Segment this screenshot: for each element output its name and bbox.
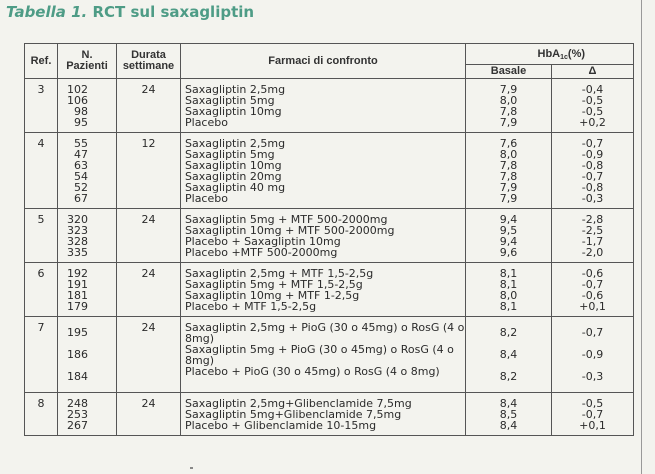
- header-ref: Ref.: [25, 44, 58, 79]
- cell-drug: [181, 263, 466, 317]
- patients-value: 320: [67, 213, 88, 226]
- baseline-value: 7,6: [499, 137, 518, 150]
- baseline-value: 8,1: [499, 300, 518, 313]
- delta-value: -2,8: [581, 213, 604, 226]
- delta-value: -0,3: [581, 370, 604, 383]
- cell-ref: 5: [25, 209, 58, 263]
- baseline-value: 8,2: [499, 370, 518, 383]
- header-patients-line2: Pazienti: [66, 60, 108, 72]
- delta-value: -0,7: [581, 170, 604, 183]
- cell-drug: [181, 317, 466, 393]
- page-edge: [641, 0, 642, 474]
- delta-value: -0,7: [581, 278, 604, 291]
- drug-name: Placebo: [185, 192, 228, 205]
- baseline-value: 7,9: [499, 83, 518, 96]
- delta-value: -0,7: [581, 408, 604, 421]
- patients-value: 95: [74, 116, 88, 129]
- header-hba-sub: 1c: [560, 53, 568, 61]
- cell-baseline: [466, 133, 552, 209]
- cell-duration: 24: [117, 317, 181, 393]
- cell-delta: [552, 133, 634, 209]
- cell-duration: 12: [117, 133, 181, 209]
- cell-patients: [58, 79, 117, 133]
- drug-name: Saxagliptin 5mg: [185, 148, 275, 161]
- cell-delta: [552, 79, 634, 133]
- baseline-value: 9,4: [499, 235, 518, 248]
- header-baseline: Basale: [466, 65, 552, 79]
- drug-name: Saxagliptin 40 mg: [185, 181, 286, 194]
- baseline-value: 8,2: [499, 326, 518, 339]
- drug-name: Saxagliptin 10mg: [185, 105, 282, 118]
- patients-value: 184: [67, 370, 88, 383]
- header-patients-line1: N.: [81, 49, 93, 61]
- delta-value: -0,5: [581, 94, 604, 107]
- patients-value: 47: [74, 148, 88, 161]
- cell-ref: 8: [25, 393, 58, 436]
- patients-value: 106: [67, 94, 88, 107]
- cell-drug: [181, 133, 466, 209]
- delta-value: -0,7: [581, 326, 604, 339]
- drug-name: Saxagliptin 2,5mg: [185, 137, 286, 150]
- baseline-value: 8,4: [499, 397, 518, 410]
- delta-value: -0,9: [581, 348, 604, 361]
- table-row: [25, 393, 634, 436]
- baseline-value: 8,0: [499, 94, 518, 107]
- table-title: [6, 3, 254, 21]
- delta-value: +0,1: [579, 419, 606, 432]
- delta-value: -0,3: [581, 192, 604, 205]
- delta-value: -0,5: [581, 397, 604, 410]
- baseline-value: 7,8: [499, 170, 518, 183]
- patients-value: 181: [67, 289, 88, 302]
- cell-baseline: [466, 393, 552, 436]
- baseline-value: 7,8: [499, 159, 518, 172]
- patients-value: 192: [67, 267, 88, 280]
- cell-drug: [181, 209, 466, 263]
- delta-value: -1,7: [581, 235, 604, 248]
- delta-value: -0,6: [581, 267, 604, 280]
- cell-baseline: [466, 79, 552, 133]
- header-delta: Δ: [552, 65, 634, 79]
- cell-ref: 7: [25, 317, 58, 393]
- drug-name: Saxagliptin 2,5mg + PioG (30 o 45mg) o RosG (4 o 8mg): [185, 321, 465, 345]
- baseline-value: 9,5: [499, 224, 518, 237]
- patients-value: 54: [74, 170, 88, 183]
- delta-value: -2,0: [581, 246, 604, 259]
- delta-value: +0,2: [579, 116, 606, 129]
- cell-delta: [552, 393, 634, 436]
- cell-baseline: [466, 263, 552, 317]
- delta-value: +0,1: [579, 300, 606, 313]
- drug-name: Placebo +MTF 500-2000mg: [185, 246, 338, 259]
- baseline-value: 8,0: [499, 289, 518, 302]
- delta-value: -2,5: [581, 224, 604, 237]
- cell-duration: 24: [117, 263, 181, 317]
- patients-value: 52: [74, 181, 88, 194]
- drug-name: Placebo: [185, 116, 228, 129]
- cell-ref: 3: [25, 79, 58, 133]
- cell-duration: 24: [117, 209, 181, 263]
- drug-name: Saxagliptin 5mg + MTF 500-2000mg: [185, 213, 388, 226]
- drug-name: Placebo + PioG (30 o 45mg) o RosG (4 o 8mg): [185, 365, 440, 378]
- table-row: [25, 133, 634, 209]
- patients-value: 328: [67, 235, 88, 248]
- delta-value: -0,7: [581, 137, 604, 150]
- drug-name: Placebo + MTF 1,5-2,5g: [185, 300, 317, 313]
- drug-name: Placebo + Glibenclamide 10-15mg: [185, 419, 377, 432]
- delta-value: -0,4: [581, 83, 604, 96]
- cell-ref: 4: [25, 133, 58, 209]
- cell-drug: [181, 79, 466, 133]
- drug-name: Saxagliptin 5mg + PioG (30 o 45mg) o RosG (4 o 8mg): [185, 343, 454, 367]
- patients-value: 335: [67, 246, 88, 259]
- patients-value: 67: [74, 192, 88, 205]
- delta-value: -0,5: [581, 105, 604, 118]
- baseline-value: 9,4: [499, 213, 518, 226]
- cell-delta: [552, 263, 634, 317]
- cell-delta: [552, 317, 634, 393]
- patients-value: 102: [67, 83, 88, 96]
- baseline-value: 8,4: [499, 348, 518, 361]
- patients-value: 248: [67, 397, 88, 410]
- baseline-value: 8,1: [499, 267, 518, 280]
- table-row: [25, 317, 634, 393]
- cell-duration: 24: [117, 79, 181, 133]
- baseline-value: 8,5: [499, 408, 518, 421]
- patients-value: 98: [74, 105, 88, 118]
- drug-name: Saxagliptin 10mg + MTF 500-2000mg: [185, 224, 395, 237]
- header-patients: [58, 44, 117, 79]
- patients-value: 267: [67, 419, 88, 432]
- patients-value: 195: [67, 326, 88, 339]
- cell-duration: 24: [117, 393, 181, 436]
- header-drugs: Farmaci di confronto: [181, 44, 466, 79]
- baseline-value: 8,1: [499, 278, 518, 291]
- cell-baseline: [466, 209, 552, 263]
- cell-patients: [58, 393, 117, 436]
- patients-value: 186: [67, 348, 88, 361]
- delta-value: -0,8: [581, 181, 604, 194]
- baseline-value: 7,9: [499, 181, 518, 194]
- patients-value: 63: [74, 159, 88, 172]
- patients-value: 323: [67, 224, 88, 237]
- table-row: [25, 209, 634, 263]
- table-caption: RCT sul saxagliptin: [92, 3, 255, 21]
- baseline-value: 7,8: [499, 105, 518, 118]
- patients-value: 55: [74, 137, 88, 150]
- delta-value: -0,9: [581, 148, 604, 161]
- drug-name: Saxagliptin 2,5mg+Glibenclamide 7,5mg: [185, 397, 412, 410]
- table-body: [25, 79, 634, 436]
- header-hba-main: HbA: [537, 47, 561, 60]
- table-number: Tabella 1.: [6, 3, 88, 21]
- drug-name: Saxagliptin 5mg+Glibenclamide 7,5mg: [185, 408, 402, 421]
- drug-name: Saxagliptin 5mg + MTF 1,5-2,5g: [185, 278, 363, 291]
- cell-patients: [58, 263, 117, 317]
- delta-value: -0,8: [581, 159, 604, 172]
- cell-delta: [552, 209, 634, 263]
- header-duration-line1: Durata: [131, 49, 166, 61]
- baseline-value: 9,6: [499, 246, 518, 259]
- drug-name: Saxagliptin 20mg: [185, 170, 282, 183]
- drug-name: Saxagliptin 10mg + MTF 1-2,5g: [185, 289, 360, 302]
- cell-baseline: [466, 317, 552, 393]
- table-row: [25, 263, 634, 317]
- drug-name: Saxagliptin 10mg: [185, 159, 282, 172]
- delta-value: -0,6: [581, 289, 604, 302]
- baseline-value: 7,9: [499, 116, 518, 129]
- patients-value: 191: [67, 278, 88, 291]
- patients-value: 253: [67, 408, 88, 421]
- header-hba-unit: (%): [567, 47, 586, 60]
- cell-patients: [58, 209, 117, 263]
- table-row: [25, 79, 634, 133]
- baseline-value: 7,9: [499, 192, 518, 205]
- baseline-value: 8,0: [499, 148, 518, 161]
- drug-name: Placebo + Saxagliptin 10mg: [185, 235, 341, 248]
- rct-table: [24, 43, 634, 436]
- cell-patients: [58, 317, 117, 393]
- drug-name: Saxagliptin 2,5mg + MTF 1,5-2,5g: [185, 267, 374, 280]
- page-mark: [190, 467, 193, 469]
- baseline-value: 8,4: [499, 419, 518, 432]
- cell-ref: 6: [25, 263, 58, 317]
- header-hba1c: [466, 44, 634, 65]
- drug-name: Saxagliptin 2,5mg: [185, 83, 286, 96]
- header-duration: [117, 44, 181, 79]
- drug-name: Saxagliptin 5mg: [185, 94, 275, 107]
- patients-value: 179: [67, 300, 88, 313]
- cell-patients: [58, 133, 117, 209]
- cell-drug: [181, 393, 466, 436]
- header-duration-line2: settimane: [122, 60, 175, 72]
